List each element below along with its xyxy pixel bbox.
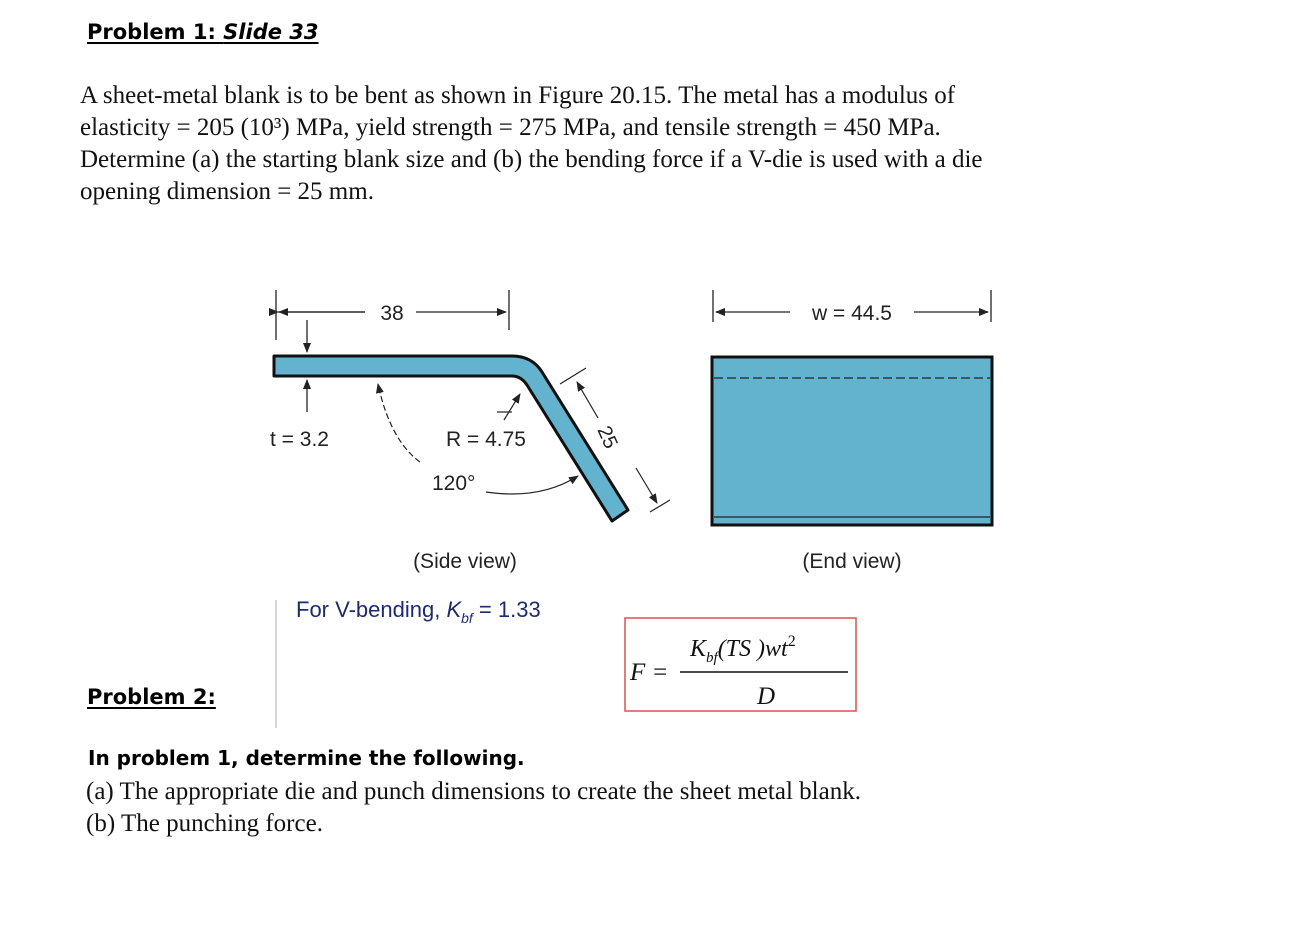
problem1-heading-prefix: Problem 1: <box>87 20 224 44</box>
formula-sub: bf <box>706 650 718 666</box>
formula-lhs: F = <box>630 659 669 686</box>
end-view-rectangle <box>712 357 992 525</box>
formula-exp: 2 <box>787 633 796 650</box>
leg-length-label: 25 <box>592 422 622 453</box>
angle-label: 120° <box>432 472 476 495</box>
statement-line-4: opening dimension = 25 mm. <box>80 178 374 205</box>
vbend-subscript: bf <box>461 610 473 626</box>
end-view <box>712 290 992 573</box>
statement-line-3: Determine (a) the starting blank size and (b) the bending force if a V-die is used with a die <box>80 146 983 173</box>
figure-20-15 <box>250 270 1010 740</box>
problem1-heading <box>87 20 319 44</box>
problem2-item-a: (a) The appropriate die and punch dimensions to create the sheet metal blank. <box>86 778 861 805</box>
formula-numerator <box>689 633 796 666</box>
formula-denominator: D <box>756 683 776 710</box>
statement-line-1: A sheet-metal blank is to be bent as shown in Figure 20.15. The metal has a modulus of <box>80 82 956 109</box>
problem1-heading-title: Slide 33 <box>223 20 319 44</box>
side-view-caption: (Side view) <box>413 550 517 573</box>
side-view <box>270 290 670 573</box>
vbend-prefix: For V-bending, <box>296 597 447 622</box>
bending-force-formula <box>625 618 856 711</box>
problem2-item-b: (b) The punching force. <box>86 810 323 837</box>
thickness-label: t = 3.2 <box>270 428 329 451</box>
problem1-statement <box>80 80 1090 208</box>
formula-k: K <box>690 636 707 662</box>
side-length-label: 38 <box>380 302 404 325</box>
statement-line-2: elasticity = 205 (10³) MPa, yield strength = 275 MPa, and tensile strength = 450 MPa. <box>80 114 941 141</box>
end-view-caption: (End view) <box>802 550 902 573</box>
radius-label: R = 4.75 <box>446 428 526 451</box>
formula-num-rest: (TS )wt <box>717 636 788 662</box>
vbend-value: = 1.33 <box>472 597 541 622</box>
width-label: w = 44.5 <box>812 302 892 325</box>
problem2-heading: Problem 2: <box>87 685 216 709</box>
problem2-instruction: In problem 1, determine the following. <box>88 746 525 770</box>
vbend-factor-text <box>296 597 541 626</box>
vbend-symbol: K <box>446 597 462 622</box>
